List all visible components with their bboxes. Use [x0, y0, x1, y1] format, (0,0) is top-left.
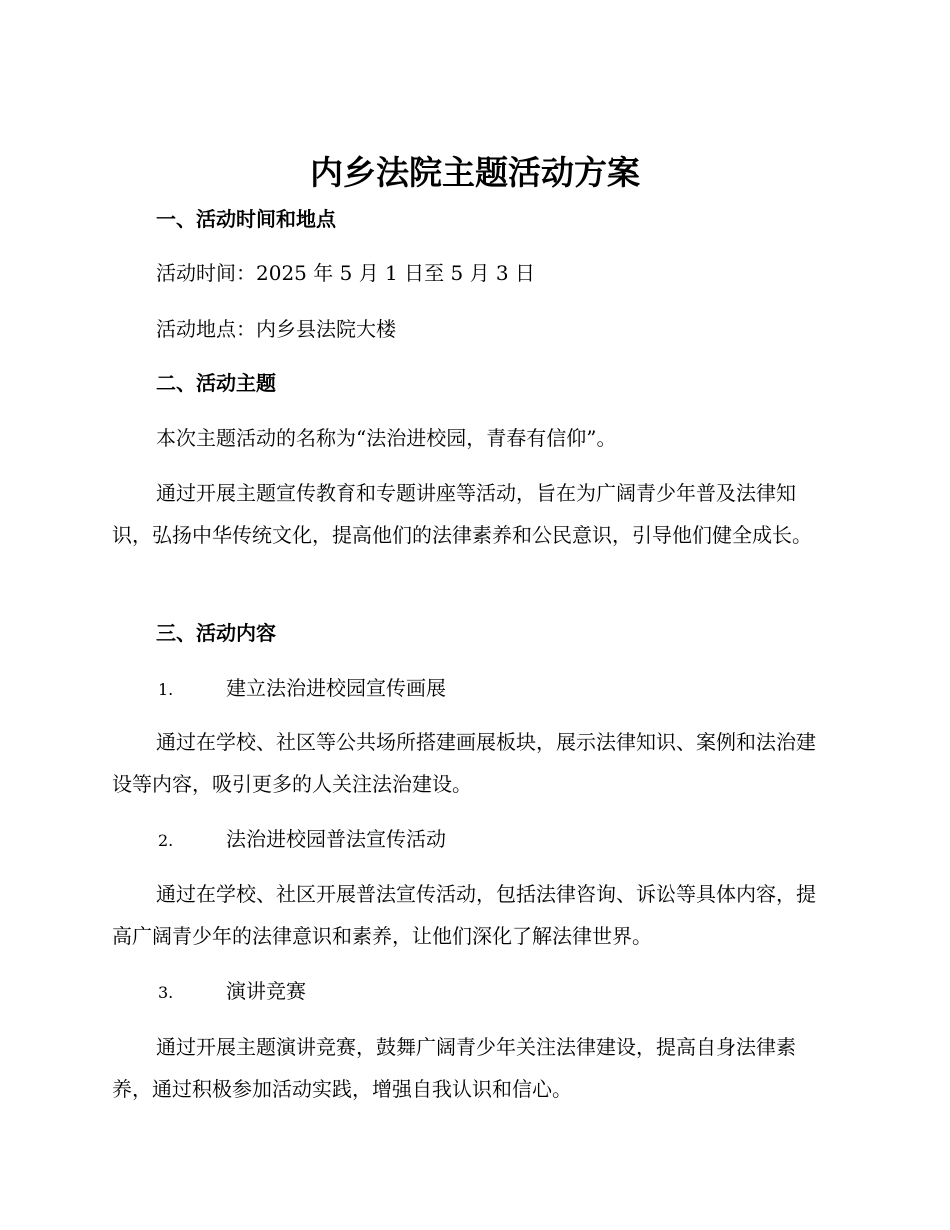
list-item-number: 2.: [158, 831, 174, 850]
activity-time: 活动时间：2025 年 5 月 1 日至 5 月 3 日: [156, 261, 536, 285]
list-item: [158, 673, 446, 705]
document-title: 内乡法院主题活动方案: [310, 153, 640, 192]
theme-purpose: 通过开展主题宣传教育和专题讲座等活动，旨在为广阔青少年普及法律知识，弘扬中华传统文化，提高他们的法律素养和公民意识，引导他们健全成长。: [112, 481, 812, 547]
section-heading-time-place: 一、活动时间和地点: [156, 207, 336, 231]
section-heading-theme: 二、活动主题: [156, 371, 276, 395]
list-item-description: 通过在学校、社区开展普法宣传活动，包括法律咨询、诉讼等具体内容，提高广阔青少年的法律意识和素养，让他们深化了解法律世界。: [112, 882, 816, 948]
list-item-description: 通过开展主题演讲竞赛，鼓舞广阔青少年关注法律建设，提高自身法律素养，通过积极参加活动实践，增强自我认识和信心。: [112, 1035, 796, 1101]
list-item-description: 通过在学校、社区等公共场所搭建画展板块，展示法律知识、案例和法治建设等内容，吸引更多的人关注法治建设。: [112, 730, 816, 796]
list-item: [158, 824, 446, 856]
list-item-number: 3.: [158, 983, 174, 1002]
list-item-title: 演讲竞赛: [226, 979, 306, 1003]
list-item: [158, 976, 306, 1008]
list-item-title: 建立法治进校园宣传画展: [226, 676, 446, 700]
theme-name: 本次主题活动的名称为“法治进校园，青春有信仰”。: [156, 426, 617, 450]
list-item-number: 1.: [158, 680, 174, 699]
activity-place: 活动地点：内乡县法院大楼: [156, 317, 396, 341]
section-heading-content: 三、活动内容: [156, 621, 276, 645]
list-item-title: 法治进校园普法宣传活动: [226, 827, 446, 851]
